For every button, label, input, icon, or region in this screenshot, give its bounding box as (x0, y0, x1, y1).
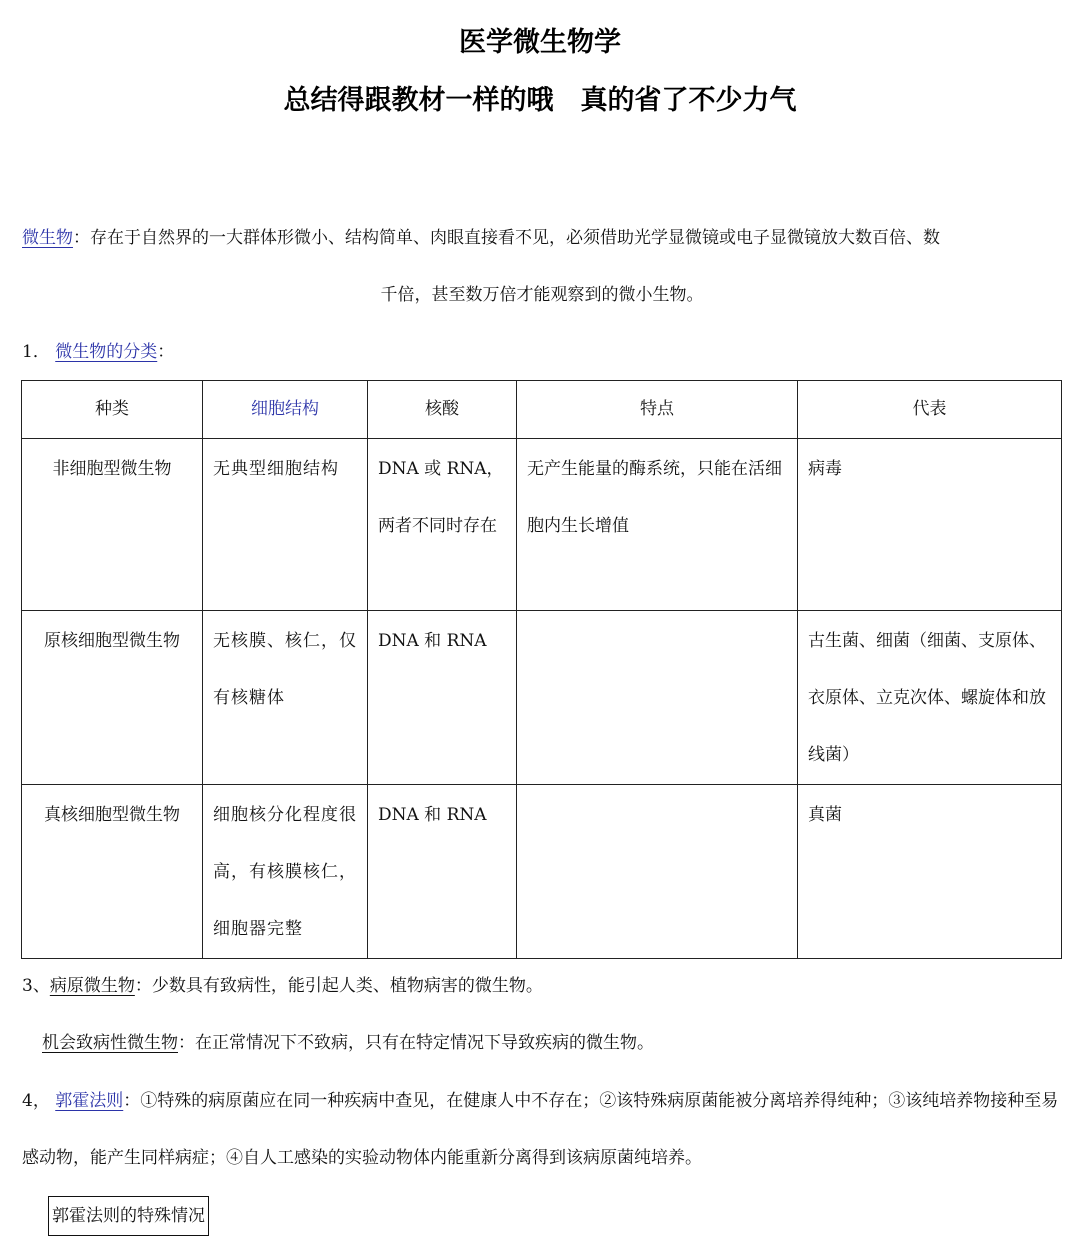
definition-text-line1: 存在于自然界的一大群体形微小、结构简单、肉眼直接看不见，必须借助光学显微镜或电子显微镜放大数百倍、数 (90, 228, 940, 248)
microbe-term-link[interactable]: 微生物 (22, 228, 73, 248)
pathogen-term: 病原微生物 (49, 976, 135, 996)
header-cell-structure: 细胞结构 (203, 381, 368, 439)
cell-nucleic-acid: DNA 或 RNA，两者不同时存在 (368, 439, 517, 611)
page-subtitle: 总结得跟教材一样的哦 真的省了不少力气 (283, 85, 797, 116)
section-3-colon: ： (134, 976, 152, 996)
cell-representative: 古生菌、细菌（细菌、支原体、衣原体、立克次体、螺旋体和放线菌） (798, 611, 1062, 785)
opportunistic-text: 在正常情况下不致病，只有在特定情况下导致疾病的微生物。 (195, 1033, 654, 1053)
opportunistic-pathogen (42, 1015, 654, 1072)
cell-nucleic-acid: DNA 和 RNA (368, 611, 517, 785)
microbe-definition (22, 210, 1062, 324)
section-4-text: ①特殊的病原菌应在同一种疾病中查见，在健康人中不存在；②该特殊病原菌能被分离培养得纯种；③该纯培养物接种至易感动物，能产生同样病症；④自人工感染的实验动物体内能重新分离得到该病原菌纯培养。 (22, 1091, 1059, 1168)
section-1-title-link[interactable]: 微生物的分类 (55, 342, 158, 362)
section-3-number: 3、 (22, 976, 50, 996)
cell-structure: 细胞核分化程度很高，有核膜核仁，细胞器完整 (203, 785, 368, 959)
header-type: 种类 (22, 381, 203, 439)
cell-representative: 病毒 (798, 439, 1062, 611)
header-representative: 代表 (798, 381, 1062, 439)
cell-feature (517, 785, 798, 959)
table-row (22, 611, 1062, 785)
table-row (22, 439, 1062, 611)
koch-term-link[interactable]: 郭霍法则 (55, 1091, 124, 1111)
section-4-number: 4， (22, 1091, 50, 1111)
opportunistic-term: 机会致病性微生物 (42, 1033, 178, 1053)
cell-structure: 无核膜、核仁，仅有核糖体 (203, 611, 368, 785)
definition-text-line2: 千倍，甚至数万倍才能观察到的微小生物。 (380, 285, 704, 305)
table-row (22, 785, 1062, 959)
page-title: 医学微生物学 (459, 27, 621, 58)
section-3-text: 少数具有致病性，能引起人类、植物病害的微生物。 (151, 976, 543, 996)
cell-type: 真核细胞型微生物 (22, 785, 203, 959)
koch-special-cases-box (48, 1196, 209, 1236)
cell-nucleic-acid: DNA 和 RNA (368, 785, 517, 959)
cell-structure: 无典型细胞结构 (203, 439, 368, 611)
header-nucleic-acid: 核酸 (368, 381, 517, 439)
section-4-colon: ： (123, 1091, 141, 1111)
cell-representative: 真菌 (798, 785, 1062, 959)
cell-type: 原核细胞型微生物 (22, 611, 203, 785)
koch-special-cases-label: 郭霍法则的特殊情况 (52, 1206, 205, 1226)
definition-colon: ： (73, 228, 90, 248)
classification-table (21, 380, 1062, 959)
section-4-koch-postulates (22, 1073, 1062, 1187)
cell-feature: 无产生能量的酶系统，只能在活细胞内生长增值 (517, 439, 798, 611)
section-1-heading (22, 324, 174, 381)
table-header-row (22, 381, 1062, 439)
header-feature: 特点 (517, 381, 798, 439)
cell-type: 非细胞型微生物 (22, 439, 203, 611)
section-1-colon: ： (157, 342, 175, 362)
cell-feature (517, 611, 798, 785)
section-1-number: 1． (22, 342, 50, 362)
opportunistic-colon: ： (178, 1033, 195, 1053)
section-3-pathogen (22, 958, 543, 1015)
